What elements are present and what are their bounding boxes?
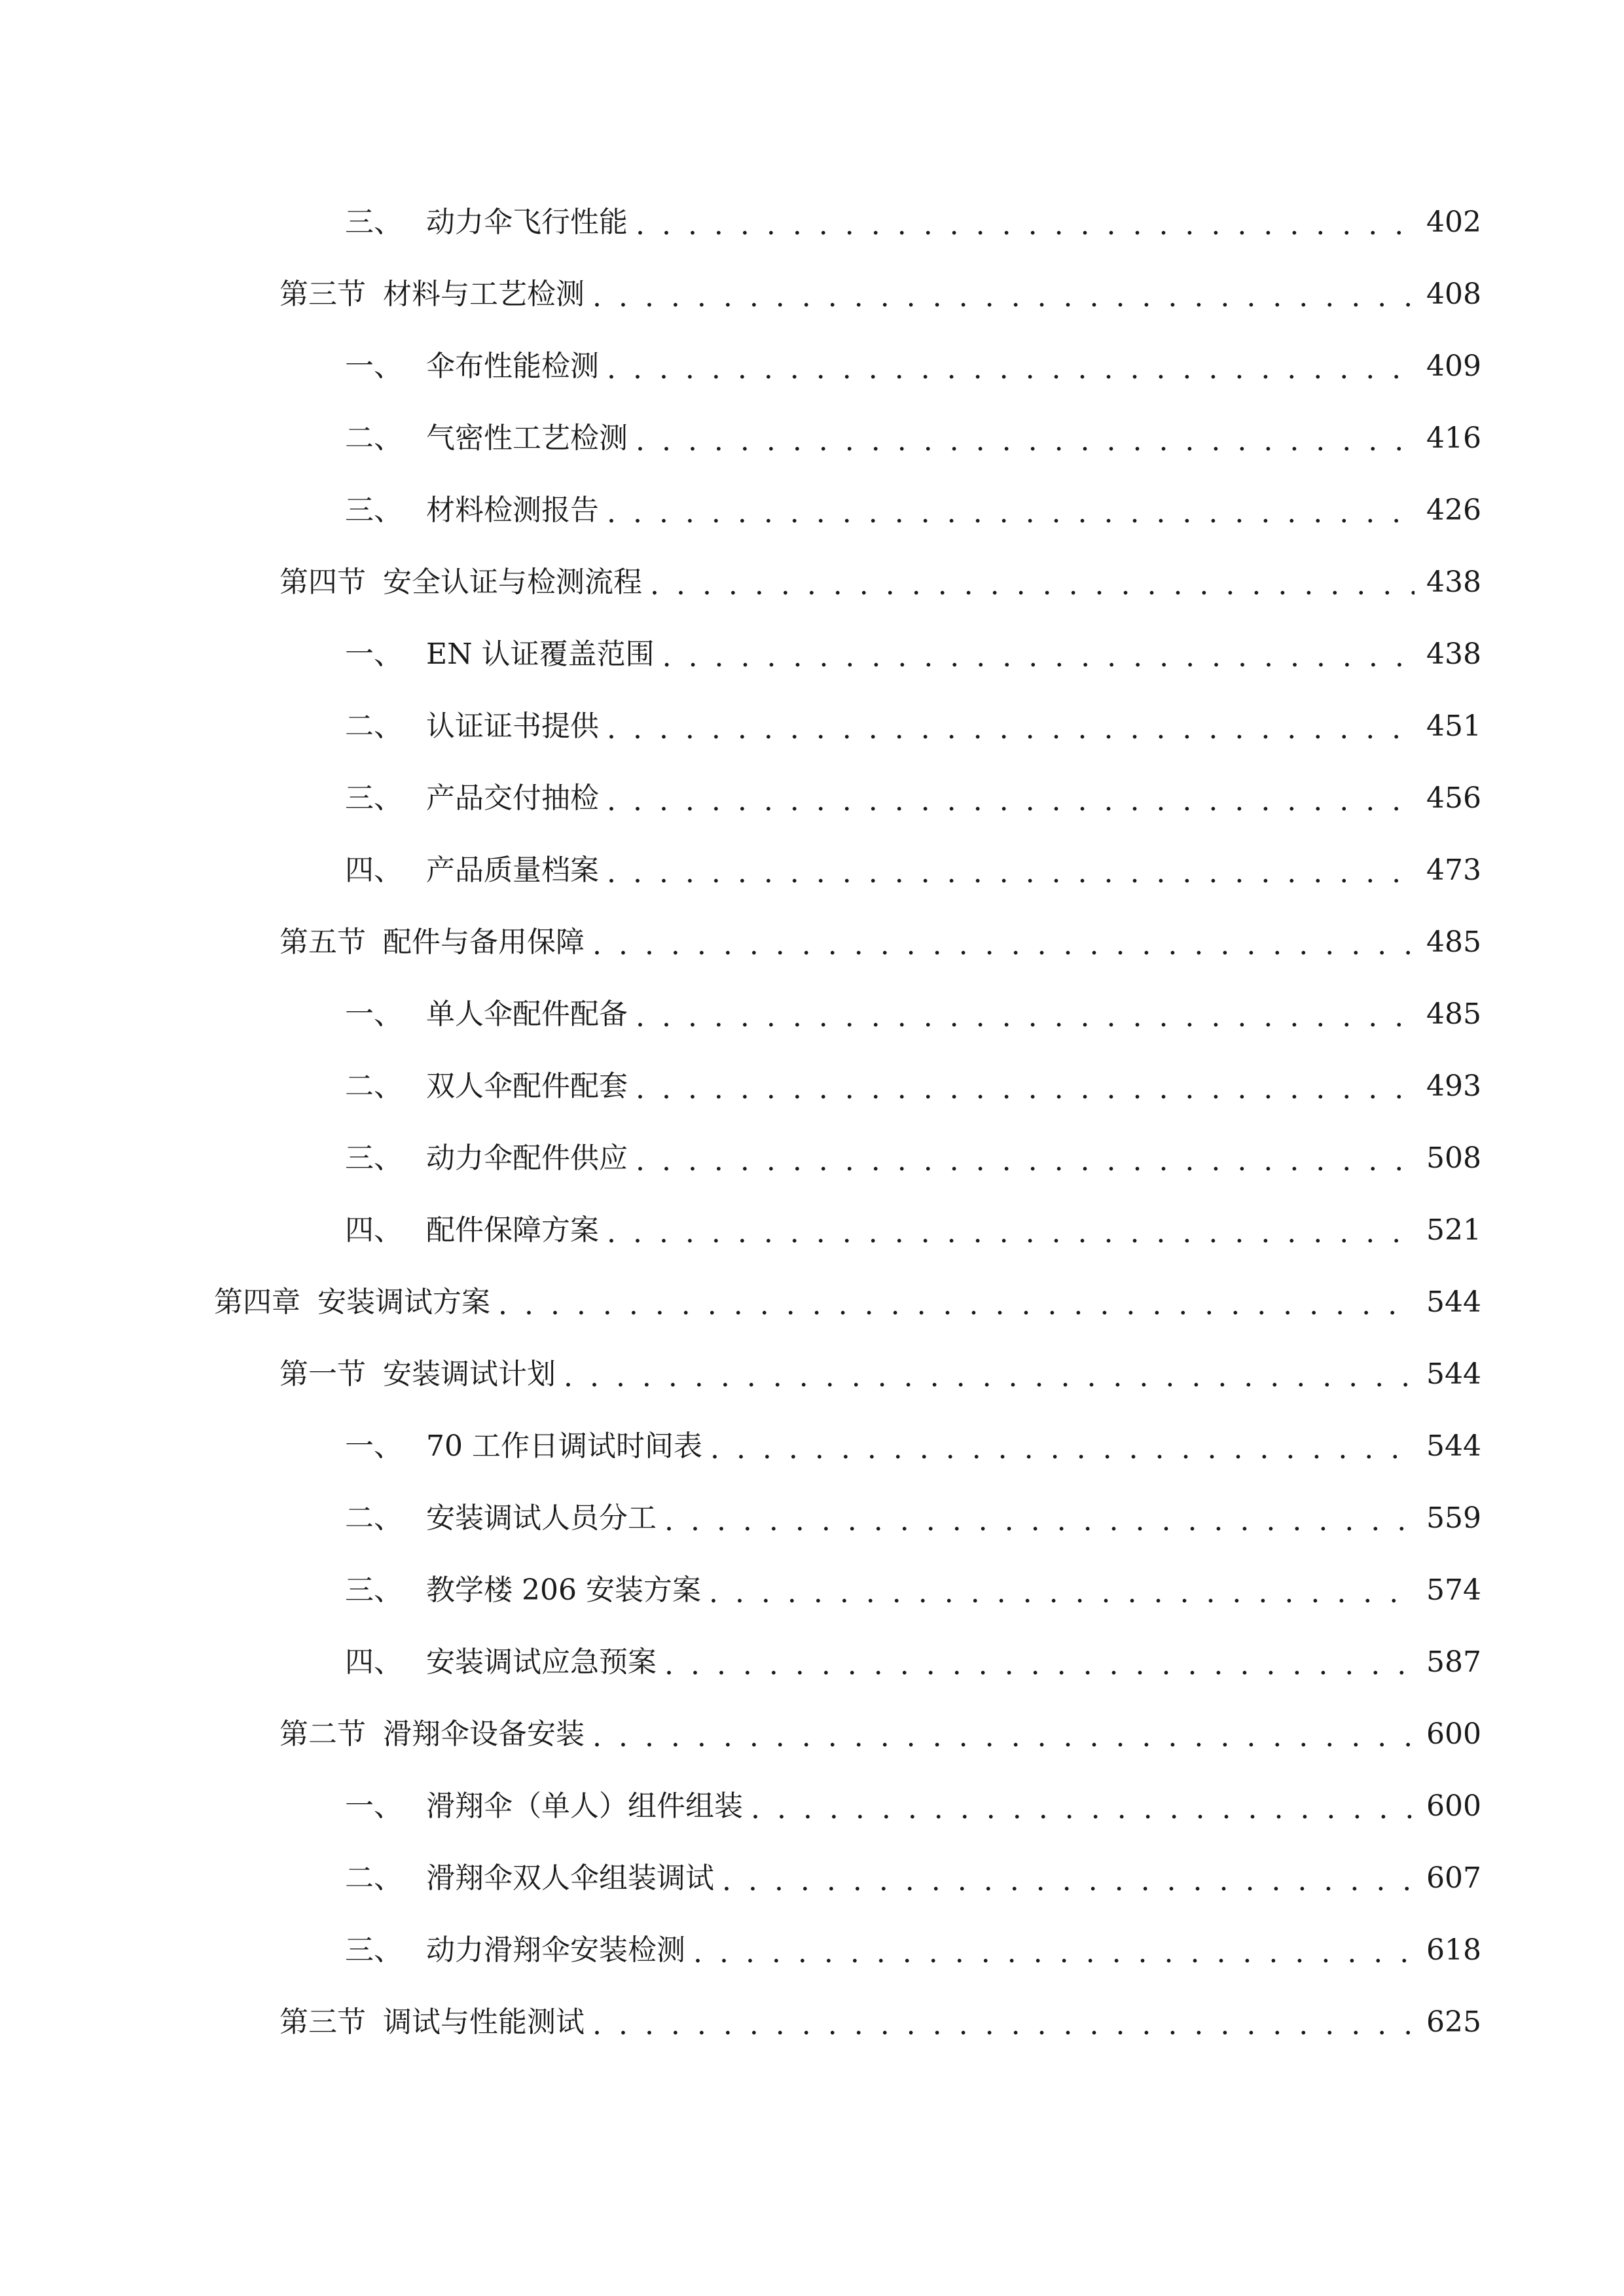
toc-entry-title: 安装调试方案 bbox=[317, 1285, 490, 1319]
toc-dot-leader bbox=[650, 571, 1415, 600]
toc-entry[interactable] bbox=[0, 547, 1624, 619]
toc-entry-number: 三、 bbox=[345, 1141, 403, 1175]
toc-entry-number: 一、 bbox=[345, 997, 403, 1031]
toc-entry-number: 一、 bbox=[345, 1429, 403, 1463]
toc-entry-page-number: 508 bbox=[1426, 1141, 1481, 1175]
toc-entry-number: 三、 bbox=[345, 206, 403, 239]
toc-entry[interactable] bbox=[0, 187, 1624, 259]
toc-entry[interactable] bbox=[0, 691, 1624, 762]
toc-entry-title: 材料与工艺检测 bbox=[383, 278, 585, 311]
toc-entry-page-number: 521 bbox=[1426, 1213, 1481, 1247]
toc-entry[interactable] bbox=[0, 1914, 1624, 1986]
toc-entry[interactable] bbox=[0, 834, 1624, 906]
toc-entry-number: 二、 bbox=[345, 709, 403, 743]
toc-dot-leader bbox=[592, 283, 1415, 312]
toc-entry-number: 一、 bbox=[345, 350, 403, 383]
toc-entry[interactable] bbox=[0, 1770, 1624, 1842]
toc-entry-page-number: 493 bbox=[1426, 1069, 1481, 1103]
toc-entry-number: 第三节 bbox=[280, 2005, 366, 2039]
toc-entry-page-number: 574 bbox=[1426, 1573, 1481, 1607]
toc-dot-leader bbox=[592, 1723, 1415, 1751]
toc-entry-page-number: 485 bbox=[1426, 997, 1481, 1031]
toc-dot-leader bbox=[636, 1147, 1415, 1175]
toc-entry-page-number: 438 bbox=[1426, 637, 1481, 671]
toc-entry-title: 安装调试应急预案 bbox=[426, 1645, 657, 1679]
toc-entry-title: 滑翔伞设备安装 bbox=[383, 1717, 585, 1751]
toc-entry[interactable] bbox=[0, 475, 1624, 547]
toc-entry-title: EN 认证覆盖范围 bbox=[426, 637, 655, 671]
toc-entry-title: 动力伞配件供应 bbox=[426, 1141, 628, 1175]
toc-entry-number: 三、 bbox=[345, 1933, 403, 1967]
toc-entry[interactable] bbox=[0, 1842, 1624, 1914]
toc-entry[interactable] bbox=[0, 1626, 1624, 1698]
toc-entry-title: 双人伞配件配套 bbox=[426, 1069, 628, 1103]
toc-entry[interactable] bbox=[0, 762, 1624, 834]
toc-dot-leader bbox=[607, 859, 1415, 888]
toc-entry-page-number: 600 bbox=[1426, 1789, 1481, 1823]
toc-entry-number: 三、 bbox=[345, 493, 403, 527]
toc-dot-leader bbox=[710, 1435, 1415, 1463]
toc-entry[interactable] bbox=[0, 978, 1624, 1050]
toc-entry-page-number: 544 bbox=[1426, 1285, 1481, 1319]
toc-entry-page-number: 485 bbox=[1426, 925, 1481, 959]
toc-entry-page-number: 426 bbox=[1426, 493, 1481, 527]
toc-entry-page-number: 438 bbox=[1426, 565, 1481, 599]
toc-entry-title: 产品交付抽检 bbox=[426, 781, 599, 815]
toc-entry-page-number: 473 bbox=[1426, 853, 1481, 887]
toc-entry[interactable] bbox=[0, 1986, 1624, 2058]
toc-entry-number: 四、 bbox=[345, 1645, 403, 1679]
toc-entry-number: 一、 bbox=[345, 1789, 403, 1823]
toc-dot-leader bbox=[607, 787, 1415, 816]
toc-entry-number: 二、 bbox=[345, 1069, 403, 1103]
toc-entry[interactable] bbox=[0, 619, 1624, 691]
toc-entry[interactable] bbox=[0, 1050, 1624, 1122]
toc-entry-page-number: 408 bbox=[1426, 278, 1481, 311]
toc-entry[interactable] bbox=[0, 259, 1624, 331]
toc-entry[interactable] bbox=[0, 1194, 1624, 1266]
toc-entry-page-number: 587 bbox=[1426, 1645, 1481, 1679]
toc-entry-title: 教学楼 206 安装方案 bbox=[426, 1573, 701, 1607]
toc-entry-title: 70 工作日调试时间表 bbox=[426, 1429, 702, 1463]
toc-entry[interactable] bbox=[0, 1122, 1624, 1194]
toc-entry-title: 动力滑翔伞安装检测 bbox=[426, 1933, 685, 1967]
toc-dot-leader bbox=[636, 1003, 1415, 1031]
toc-entry-page-number: 559 bbox=[1426, 1501, 1481, 1535]
toc-dot-leader bbox=[636, 1075, 1415, 1103]
toc-entry-number: 第一节 bbox=[280, 1357, 366, 1391]
toc-entry-title: 动力伞飞行性能 bbox=[426, 206, 628, 239]
toc-entry-title: 单人伞配件配备 bbox=[426, 997, 628, 1031]
toc-entry-page-number: 456 bbox=[1426, 781, 1481, 815]
toc-entry[interactable] bbox=[0, 331, 1624, 403]
toc-dot-leader bbox=[709, 1579, 1415, 1607]
toc-entry-title: 安装调试计划 bbox=[383, 1357, 556, 1391]
toc-entry-title: 伞布性能检测 bbox=[426, 350, 599, 383]
toc-dot-leader bbox=[607, 1219, 1415, 1247]
toc-entry-title: 调试与性能测试 bbox=[383, 2005, 585, 2039]
table-of-contents bbox=[0, 187, 1624, 2058]
toc-dot-leader bbox=[607, 715, 1415, 744]
toc-entry-number: 一、 bbox=[345, 637, 403, 671]
toc-entry-number: 四、 bbox=[345, 1213, 403, 1247]
toc-entry-page-number: 618 bbox=[1426, 1933, 1481, 1967]
toc-entry-number: 二、 bbox=[345, 422, 403, 455]
toc-entry-title: 滑翔伞双人伞组装调试 bbox=[426, 1861, 714, 1895]
toc-entry-page-number: 607 bbox=[1426, 1861, 1481, 1895]
toc-entry-number: 第五节 bbox=[280, 925, 366, 959]
toc-entry-page-number: 544 bbox=[1426, 1429, 1481, 1463]
toc-entry-title: 安装调试人员分工 bbox=[426, 1501, 657, 1535]
toc-entry-number: 第四节 bbox=[280, 565, 366, 599]
toc-entry-title: 产品质量档案 bbox=[426, 853, 599, 887]
toc-entry[interactable] bbox=[0, 906, 1624, 978]
toc-entry-number: 三、 bbox=[345, 1573, 403, 1607]
toc-dot-leader bbox=[751, 1795, 1415, 1823]
toc-entry[interactable] bbox=[0, 1338, 1624, 1410]
toc-entry[interactable] bbox=[0, 1266, 1624, 1338]
toc-entry-page-number: 625 bbox=[1426, 2005, 1481, 2039]
toc-entry[interactable] bbox=[0, 1698, 1624, 1770]
toc-entry-title: 材料检测报告 bbox=[426, 493, 599, 527]
toc-entry-page-number: 544 bbox=[1426, 1357, 1481, 1391]
toc-dot-leader bbox=[607, 499, 1415, 528]
toc-dot-leader bbox=[636, 427, 1415, 456]
toc-entry-title: 滑翔伞（单人）组件组装 bbox=[426, 1789, 743, 1823]
toc-entry-number: 第三节 bbox=[280, 278, 366, 311]
toc-entry-number: 二、 bbox=[345, 1501, 403, 1535]
toc-dot-leader bbox=[722, 1867, 1415, 1895]
toc-dot-leader bbox=[693, 1939, 1415, 1967]
toc-entry[interactable] bbox=[0, 1410, 1624, 1482]
toc-entry-page-number: 451 bbox=[1426, 709, 1481, 743]
toc-dot-leader bbox=[592, 931, 1415, 960]
toc-dot-leader bbox=[664, 1507, 1415, 1535]
toc-entry-number: 第二节 bbox=[280, 1717, 366, 1751]
toc-entry-page-number: 416 bbox=[1426, 422, 1481, 455]
toc-entry[interactable] bbox=[0, 403, 1624, 475]
toc-entry-title: 配件与备用保障 bbox=[383, 925, 585, 959]
toc-entry[interactable] bbox=[0, 1554, 1624, 1626]
toc-entry-title: 认证证书提供 bbox=[426, 709, 599, 743]
toc-dot-leader bbox=[664, 1651, 1415, 1679]
toc-entry-number: 二、 bbox=[345, 1861, 403, 1895]
toc-dot-leader bbox=[592, 2011, 1415, 2039]
toc-dot-leader bbox=[564, 1363, 1415, 1391]
toc-entry-number: 四、 bbox=[345, 853, 403, 887]
toc-entry-page-number: 600 bbox=[1426, 1717, 1481, 1751]
toc-dot-leader bbox=[607, 355, 1415, 384]
toc-dot-leader bbox=[636, 211, 1415, 240]
toc-entry-number: 三、 bbox=[345, 781, 403, 815]
toc-entry[interactable] bbox=[0, 1482, 1624, 1554]
toc-entry-page-number: 409 bbox=[1426, 350, 1481, 383]
toc-dot-leader bbox=[498, 1291, 1415, 1319]
toc-entry-title: 气密性工艺检测 bbox=[426, 422, 628, 455]
toc-entry-title: 配件保障方案 bbox=[426, 1213, 599, 1247]
toc-entry-page-number: 402 bbox=[1426, 206, 1481, 239]
toc-entry-title: 安全认证与检测流程 bbox=[383, 565, 642, 599]
toc-dot-leader bbox=[662, 643, 1415, 672]
toc-entry-number: 第四章 bbox=[214, 1285, 300, 1319]
